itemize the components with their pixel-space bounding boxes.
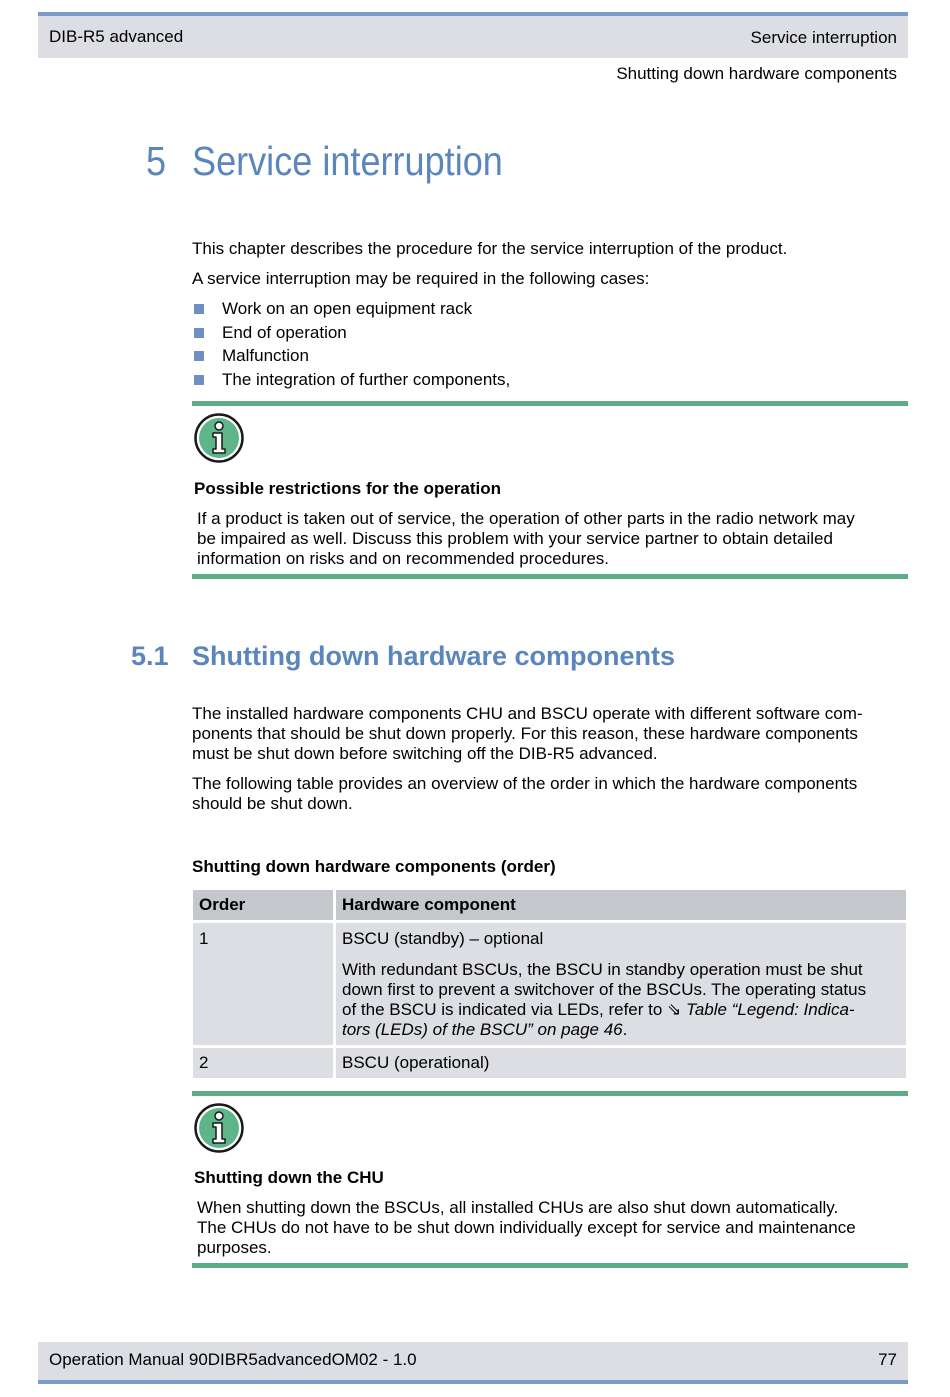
cross-reference-link[interactable]: Table “Legend: Indica-	[686, 1000, 855, 1019]
chapter-intro-2: A service interruption may be required in the following cases:	[192, 269, 650, 288]
bullet-square-icon	[194, 375, 204, 385]
cross-reference-arrow-icon: ⇘	[667, 1000, 682, 1019]
note-bottom-rule	[192, 574, 908, 579]
list-item: End of operation	[192, 322, 510, 346]
section-number: 5.1	[131, 641, 169, 671]
table-cell-component: BSCU (operational)	[336, 1048, 906, 1078]
section-title: Shutting down hardware components	[192, 641, 676, 671]
info-icon	[194, 413, 244, 468]
list-item: Work on an open equipment rack	[192, 298, 510, 322]
note-bottom-rule	[192, 1263, 908, 1268]
header-product: DIB-R5 advanced	[49, 27, 184, 46]
chapter-title: Service interruption	[192, 138, 503, 184]
table-cell-order: 2	[193, 1048, 333, 1078]
note-heading: Possible restrictions for the operation	[194, 479, 502, 498]
component-detail: With redundant BSCUs, the BSCU in standby operation must be shut down first to prevent a switchover of the BSCUs. The operating status of the BSCU is indicated via LEDs, refer to ⇘ Table “Legend: Indica- tors (LEDs) of the BSCU” on page 46.	[342, 960, 867, 1039]
note-body: When shutting down the BSCUs, all installed CHUs are also shut down automatically. The CHUs do not have to be shut down individually except for service and maintenance purposes.	[197, 1198, 856, 1257]
component-name: BSCU (standby) – optional	[342, 929, 544, 948]
table-caption: Shutting down hardware components (order)	[192, 857, 556, 876]
table-header-component: Hardware component	[336, 890, 906, 920]
chapter-number: 5	[146, 138, 167, 184]
table-cell-component	[336, 923, 906, 1045]
note-body: If a product is taken out of service, the operation of other parts in the radio network may be impaired as well. Discuss this problem with your service partner to obtain detailed information on risks and on recommended procedures.	[197, 509, 855, 568]
header-section: Shutting down hardware components	[616, 64, 897, 83]
section-paragraph-2: The following table provides an overview of the order in which the hardware components should be shut down.	[192, 774, 858, 813]
page-number: 77	[878, 1350, 897, 1369]
list-item: The integration of further components,	[192, 369, 510, 393]
note-heading: Shutting down the CHU	[194, 1168, 384, 1187]
table-header-order: Order	[193, 890, 333, 920]
header-chapter: Service interruption	[750, 28, 897, 47]
chapter-intro-1: This chapter describes the procedure for the service interruption of the product.	[192, 239, 788, 258]
cross-reference-link-cont[interactable]: tors (LEDs) of the BSCU” on page 46	[342, 1020, 623, 1039]
table-cell-order: 1	[193, 923, 333, 1045]
note-top-rule	[192, 401, 908, 406]
bullet-square-icon	[194, 328, 204, 338]
bullet-square-icon	[194, 351, 204, 361]
bullet-square-icon	[194, 304, 204, 314]
section-paragraph-1: The installed hardware components CHU and BSCU operate with different software com- ponents that should be shut down properly. For this reason, these hardware components must be shut down before switching off the DIB-R5 advanced.	[192, 704, 863, 763]
info-icon	[194, 1103, 244, 1158]
case-list	[192, 298, 510, 393]
note-top-rule	[192, 1091, 908, 1096]
list-item: Malfunction	[192, 345, 510, 369]
footer-manual: Operation Manual 90DIBR5advancedOM02 - 1.0	[49, 1350, 417, 1369]
